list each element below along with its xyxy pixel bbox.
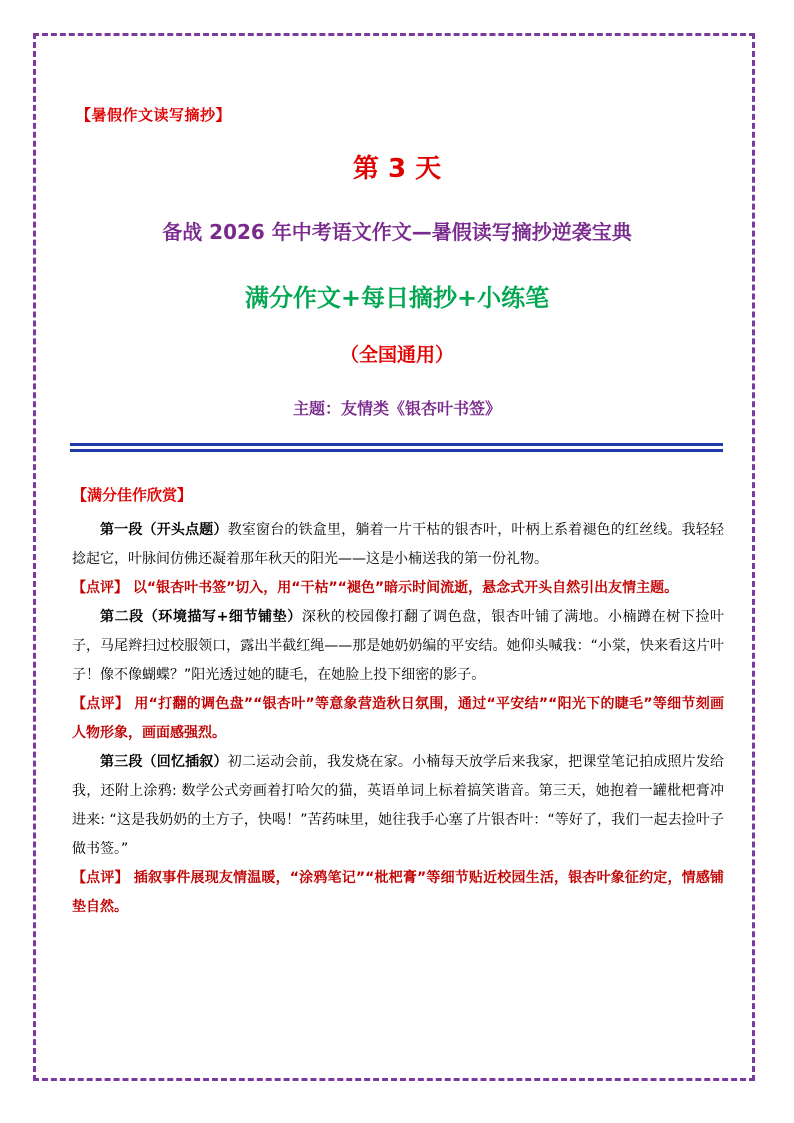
main-title: 备战 2026 年中考语文作文—暑假读写摘抄逆袭宝典 bbox=[162, 220, 632, 244]
subtitle: 满分作文+每日摘抄+小练笔 bbox=[244, 284, 550, 312]
comment-label: 【点评】 bbox=[72, 580, 128, 596]
scope-label: （全国通用） bbox=[339, 344, 454, 366]
paragraph-1 bbox=[72, 516, 724, 574]
paragraph-label: 第三段（回忆插叙） bbox=[100, 754, 228, 770]
comment-1 bbox=[72, 574, 724, 603]
section-heading: 【满分佳作欣赏】 bbox=[72, 486, 193, 504]
comment-text: 用“打翻的调色盘”“银杏叶”等意象营造秋日氛围，通过“平安结”“阳光下的睫毛”等细节刻画人物形象，画面感强烈。 bbox=[72, 696, 725, 741]
comment-2 bbox=[72, 690, 724, 748]
comment-label: 【点评】 bbox=[72, 696, 130, 712]
paragraph-label: 第二段（环境描写+细节铺垫） bbox=[100, 609, 302, 625]
paragraph-label: 第一段（开头点题） bbox=[100, 522, 228, 538]
series-tag: 【暑假作文读写摘抄】 bbox=[76, 106, 232, 124]
comment-label: 【点评】 bbox=[72, 870, 129, 886]
paragraph-text: 教室窗台的铁盒里，躺着一片干枯的银杏叶，叶柄上系着褪色的红丝线。我轻轻捻起它，叶脉间仿佛还凝着那年秋天的阳光——这是小楠送我的第一份礼物。 bbox=[72, 522, 725, 567]
paragraph-2 bbox=[72, 603, 724, 690]
theme-label: 主题：友情类《银杏叶书签》 bbox=[292, 399, 501, 418]
comment-text: 插叙事件展现友情温暖，“涂鸦笔记”“枇杷膏”等细节贴近校园生活，银杏叶象征约定，情感铺垫自然。 bbox=[72, 870, 725, 915]
paragraph-text: 深秋的校园像打翻了调色盘，银杏叶铺了满地。小楠蹲在树下捡叶子，马尾辫扫过校服领口，露出半截红绳——那是她奶奶编的平安结。她仰头喊我：“小棠，快来看这片叶子！像不像蝴蝶？”阳光透过她的睫毛，在她脸上投下细密的影子。 bbox=[72, 609, 725, 683]
comment-text: 以“银杏叶书签”切入，用“干枯”“褪色”暗示时间流逝，悬念式开头自然引出友情主题。 bbox=[132, 580, 679, 596]
comment-3 bbox=[72, 864, 724, 922]
essay-content bbox=[72, 516, 724, 922]
double-divider bbox=[70, 443, 723, 452]
day-title: 第 3 天 bbox=[352, 154, 442, 184]
paragraph-3 bbox=[72, 748, 724, 864]
paragraph-text: 初二运动会前，我发烧在家。小楠每天放学后来我家，把课堂笔记拍成照片发给我，还附上涂鸦: 数学公式旁画着打哈欠的猫，英语单词上标着搞笑谐音。第三天，她抱着一罐枇杷膏冲进来: “这是我奶奶的土方子，快喝！”苦药味里，她往我手心塞了片银杏叶：“等好了，我们一起去捡叶子做书签。” bbox=[72, 754, 725, 857]
